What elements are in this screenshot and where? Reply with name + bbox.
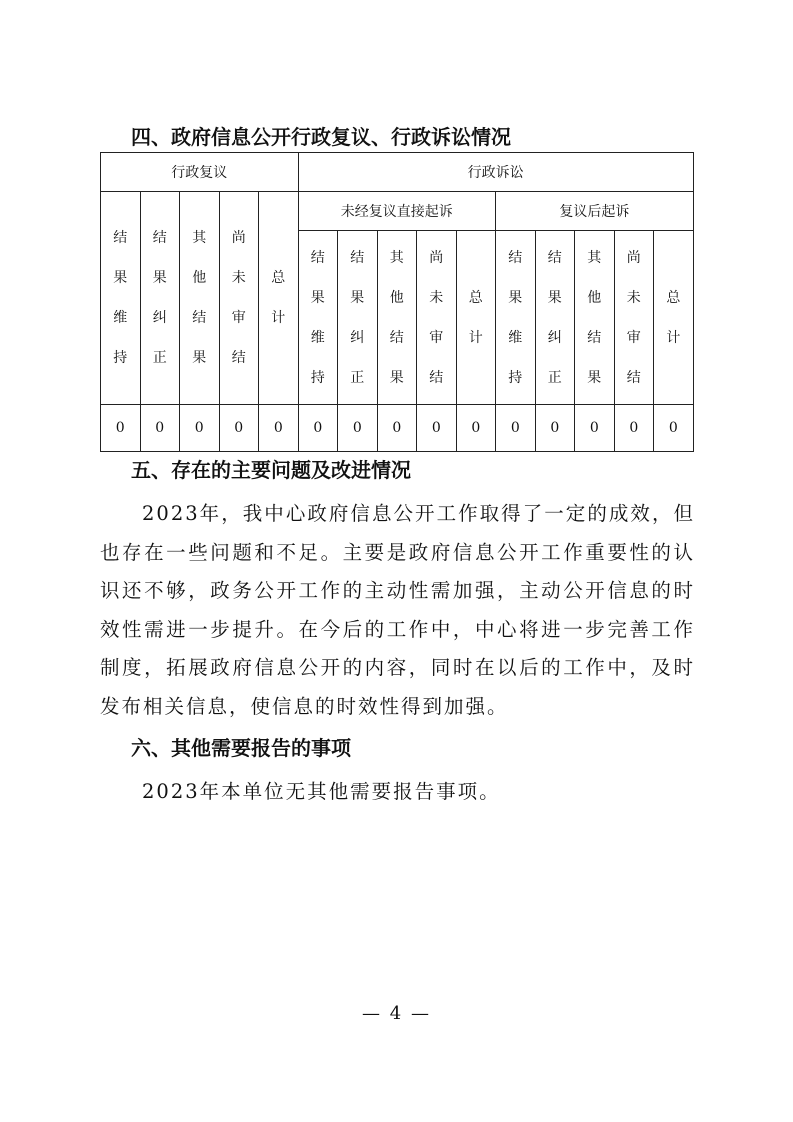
direct-total-header: 总 计 (456, 231, 496, 405)
review-corrected-header: 结 果 纠 正 (140, 192, 180, 405)
value-cell: 0 (496, 405, 536, 452)
suit-after-review-header: 复议后起诉 (496, 192, 694, 231)
value-cell: 0 (575, 405, 615, 452)
direct-pending-header: 尚 未 审 结 (417, 231, 457, 405)
section-6-paragraph: 2023年本单位无其他需要报告事项。 (142, 780, 501, 803)
value-cell: 0 (298, 405, 338, 452)
value-cell: 0 (219, 405, 259, 452)
review-litigation-table (100, 152, 694, 452)
value-cell: 0 (654, 405, 694, 452)
page-number: — 4 — (362, 1003, 431, 1024)
value-cell: 0 (614, 405, 654, 452)
review-pending-header: 尚 未 审 结 (219, 192, 259, 405)
admin-review-header: 行政复议 (101, 153, 299, 192)
value-cell: 0 (101, 405, 141, 452)
direct-other-header: 其 他 结 果 (377, 231, 417, 405)
value-cell: 0 (338, 405, 378, 452)
section-5-heading: 五、存在的主要问题及改进情况 (131, 458, 411, 482)
after-pending-header: 尚 未 审 结 (614, 231, 654, 405)
section-5-paragraph: 2023年，我中心政府信息公开工作取得了一定的成效，但也存在一些问题和不足。主要是政府信息公开工作重要性的认识还不够，政务公开工作的主动性需加强，主动公开信息的时效性需进一步提升。在今后的工作中，中心将进一步完善工作制度，拓展政府信息公开的内容，同时在以后的工作中，及时发布相关信息，使信息的时效性得到加强。 (100, 502, 695, 718)
value-cell: 0 (377, 405, 417, 452)
after-total-header: 总 计 (654, 231, 694, 405)
review-other-header: 其 他 结 果 (180, 192, 220, 405)
direct-suit-header: 未经复议直接起诉 (298, 192, 496, 231)
value-cell: 0 (456, 405, 496, 452)
value-cell: 0 (259, 405, 299, 452)
review-upheld-header: 结 果 维 持 (101, 192, 141, 405)
direct-corrected-header: 结 果 纠 正 (338, 231, 378, 405)
after-corrected-header: 结 果 纠 正 (535, 231, 575, 405)
admin-litigation-header: 行政诉讼 (298, 153, 693, 192)
after-upheld-header: 结 果 维 持 (496, 231, 536, 405)
after-other-header: 其 他 结 果 (575, 231, 615, 405)
value-cell: 0 (180, 405, 220, 452)
value-cell: 0 (417, 405, 457, 452)
review-total-header: 总 计 (259, 192, 299, 405)
section-4-heading: 四、政府信息公开行政复议、行政诉讼情况 (131, 125, 511, 149)
value-cell: 0 (140, 405, 180, 452)
value-cell: 0 (535, 405, 575, 452)
direct-upheld-header: 结 果 维 持 (298, 231, 338, 405)
section-6-heading: 六、其他需要报告的事项 (131, 736, 351, 760)
